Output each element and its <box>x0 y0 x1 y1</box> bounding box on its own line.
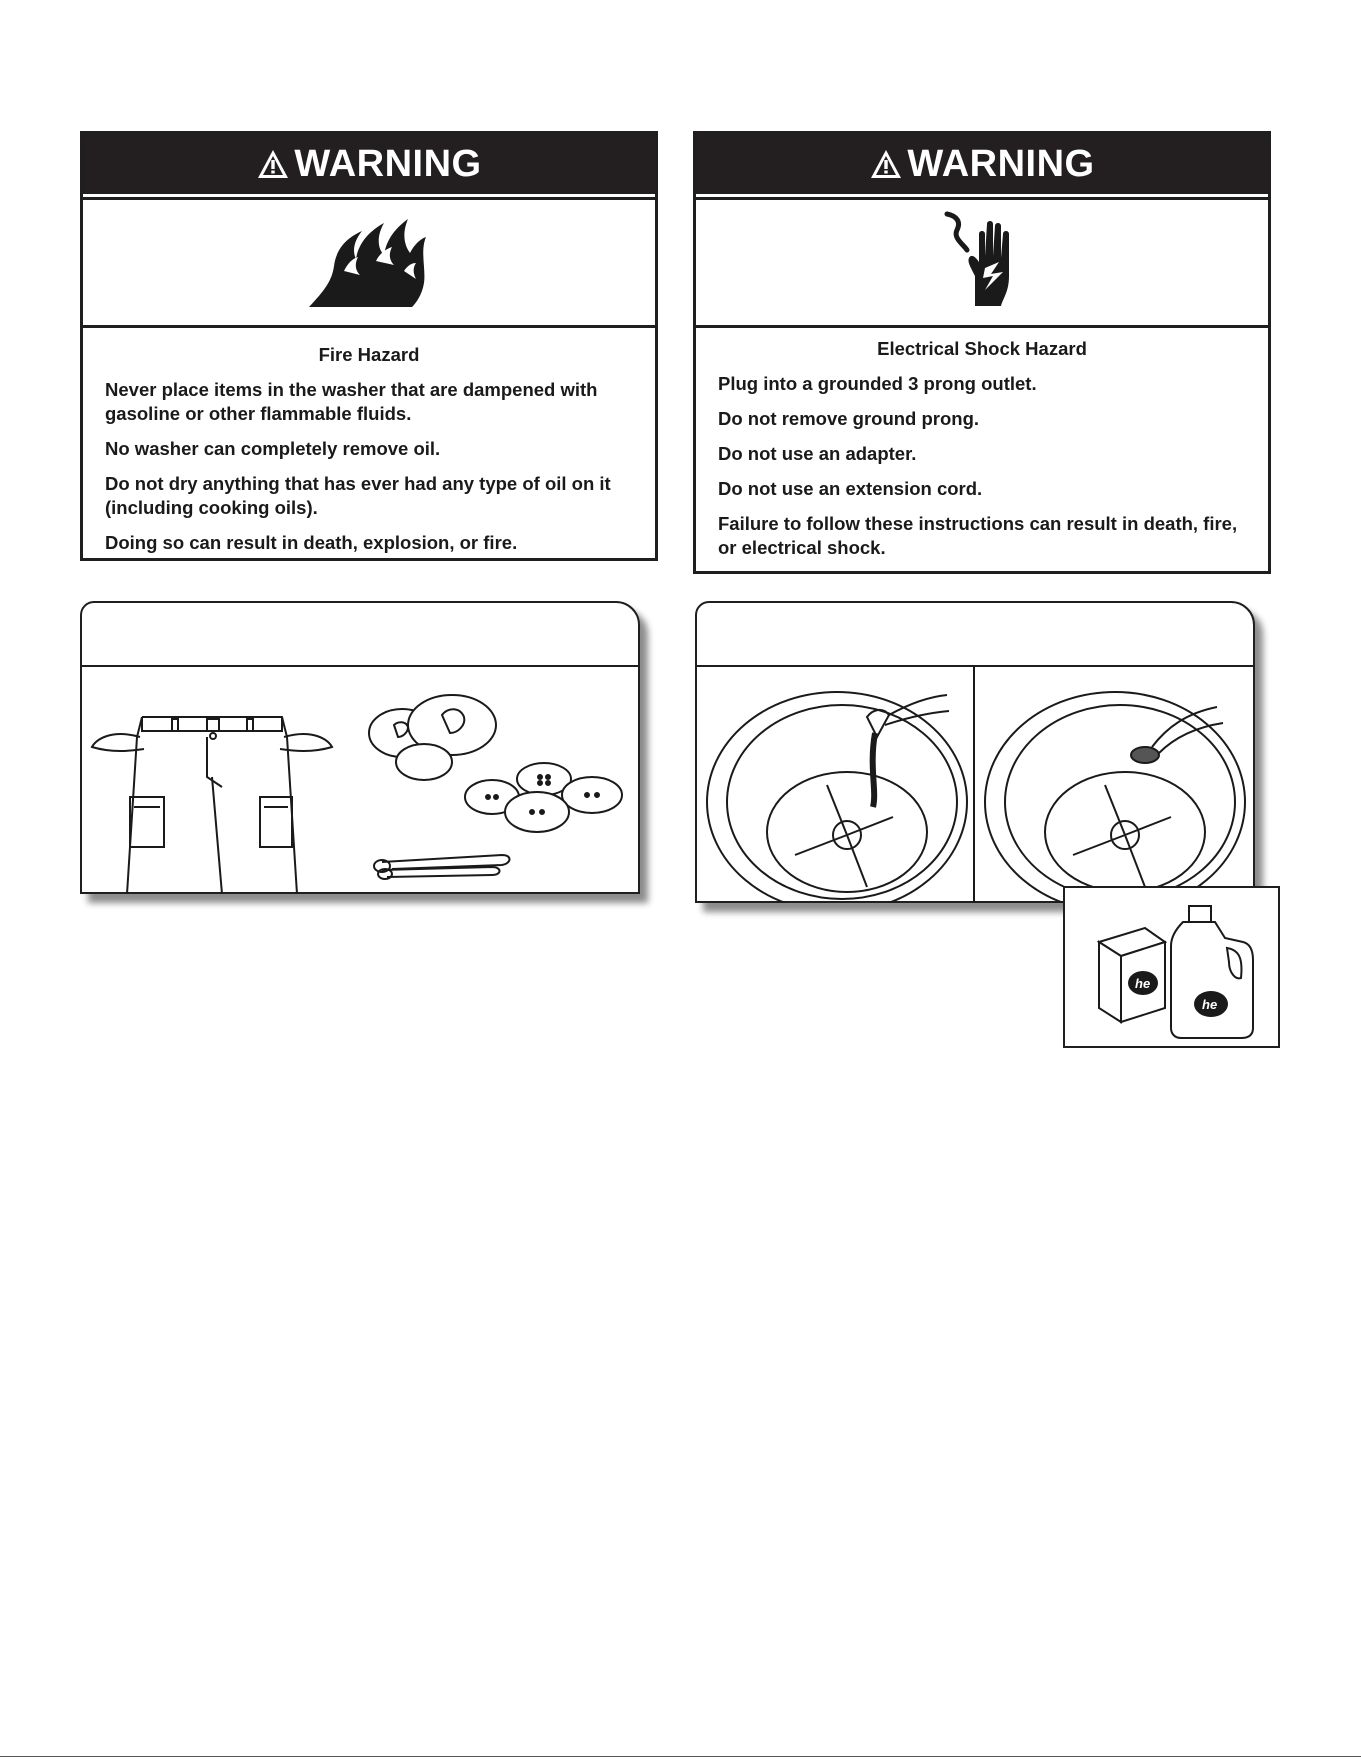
flame-icon <box>304 211 434 311</box>
warning-header-text: WARNING <box>907 142 1095 185</box>
hazard-title: Fire Hazard <box>318 344 420 365</box>
electric-shock-hand-icon <box>927 206 1037 316</box>
safety-pins-icon <box>374 855 510 879</box>
he-logo-text: he <box>1135 976 1151 991</box>
add-detergent-panel <box>695 601 1255 903</box>
hazard-line: Do not use an adapter. <box>718 443 917 464</box>
hazard-line: Do not use an extension cord. <box>718 478 983 499</box>
panel-illustration <box>82 667 638 899</box>
warning-header-text: WARNING <box>294 142 482 185</box>
hazard-line: Doing so can result in death, explosion, or fire. <box>105 532 518 553</box>
hazard-title: Electrical Shock Hazard <box>877 338 1087 359</box>
pour-liquid-detergent-icon <box>707 692 967 903</box>
hazard-line: Do not remove ground prong. <box>718 408 980 429</box>
alert-triangle-icon <box>869 148 903 180</box>
panel-header <box>697 603 1253 667</box>
hazard-line: Never place items in the washer that are dampened with gasoline or other flammable fluids. <box>105 379 598 424</box>
panel-illustration <box>697 667 1253 908</box>
electrical-shock-warning <box>693 131 1271 574</box>
warning-symbol-area <box>83 194 655 328</box>
warning-symbol-area <box>696 194 1268 328</box>
warning-header <box>83 134 655 194</box>
coins-icon <box>369 695 496 780</box>
panel-header <box>82 603 638 667</box>
he-detergent-bottle-icon <box>1171 906 1253 1038</box>
alert-triangle-icon <box>256 148 290 180</box>
hazard-line: Plug into a grounded 3 prong outlet. <box>718 373 1037 394</box>
empty-pockets-pants-icon <box>92 717 332 894</box>
add-detergent-pac-icon <box>985 692 1245 903</box>
warning-header <box>696 134 1268 194</box>
empty-pockets-panel <box>80 601 640 894</box>
hazard-line: Failure to follow these instructions can result in death, fire, or electrical shock. <box>718 513 1238 558</box>
fire-hazard-warning <box>80 131 658 561</box>
buttons-icon <box>465 763 622 832</box>
hazard-line: Do not dry anything that has ever had any type of oil on it (including cooking oils). <box>105 473 611 518</box>
he-logo-text: he <box>1202 997 1218 1012</box>
he-detergent-box-icon <box>1099 928 1165 1022</box>
footer-rule <box>0 1756 1361 1757</box>
hazard-line: No washer can completely remove oil. <box>105 438 441 459</box>
he-detergent-inset <box>1063 886 1280 1048</box>
